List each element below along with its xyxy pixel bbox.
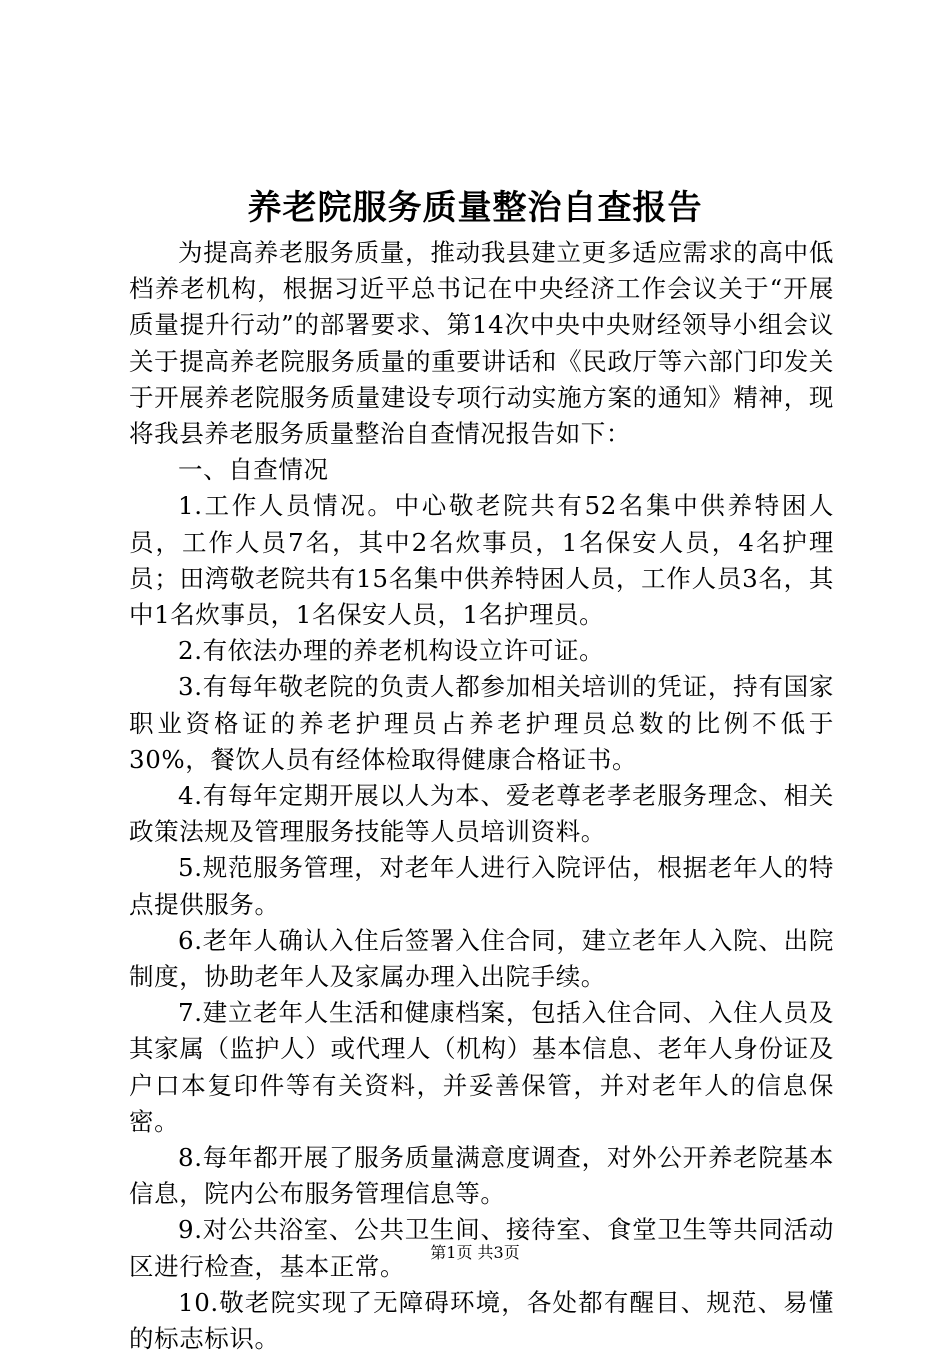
paragraph-item-3: 3.有每年敬老院的负责人都参加相关培训的凭证，持有国家职业资格证的养老护理员占养老护理员总数的比例不低于30%，餐饮人员有经体检取得健康合格证书。 — [129, 672, 834, 774]
page-footer: 第1页 共3页 — [430, 1243, 520, 1262]
paragraph-item-8: 8.每年都开展了服务质量满意度调查，对外公开养老院基本信息，院内公布服务管理信息等。 — [129, 1143, 834, 1209]
document-body — [129, 235, 834, 1357]
paragraph-item-4: 4.有每年定期开展以人为本、爱老尊老孝老服务理念、相关政策法规及管理服务技能等人员培训资料。 — [129, 781, 834, 847]
paragraph-intro: 为提高养老服务质量，推动我县建立更多适应需求的高中低档养老机构，根据习近平总书记在中央经济工作会议关于“开展质量提升行动”的部署要求、第14次中央中央财经领导小组会议关于提高养老院服务质量的重要讲话和《民政厅等六部门印发关于开展养老院服务质量建设专项行动实施方案的通知》精神，现将我县养老服务质量整治自查情况报告如下： — [129, 238, 834, 449]
paragraph-item-2: 2.有依法办理的养老机构设立许可证。 — [178, 636, 605, 666]
section-heading: 一、自查情况 — [178, 455, 329, 485]
document-title: 养老院服务质量整治自查报告 — [247, 188, 703, 228]
paragraph-item-6: 6.老年人确认入住后签署入住合同，建立老年人入院、出院制度，协助老年人及家属办理入出院手续。 — [129, 925, 834, 992]
paragraph-item-1: 1.工作人员情况。中心敬老院共有52名集中供养特困人员，工作人员7名，其中2名炊事员，1名保安人员，4名护理员；田湾敬老院共有15名集中供养特困人员，工作人员3名，其中1名炊事员，1名保安人员，1名护理员。 — [129, 491, 834, 630]
paragraph-item-9: 9.对公共浴室、公共卫生间、接待室、食堂卫生等共同活动区进行检查，基本正常。 — [129, 1215, 834, 1281]
paragraph-item-7: 7.建立老年人生活和健康档案，包括入住合同、入住人员及其家属（监护人）或代理人（机构）基本信息、老年人身份证及户口本复印件等有关资料，并妥善保管，并对老年人的信息保密。 — [129, 998, 834, 1136]
paragraph-item-10: 10.敬老院实现了无障碍环境，各处都有醒目、规范、易懂的标志标识。 — [129, 1287, 834, 1354]
paragraph-item-5: 5.规范服务管理，对老年人进行入院评估，根据老年人的特点提供服务。 — [129, 853, 834, 919]
